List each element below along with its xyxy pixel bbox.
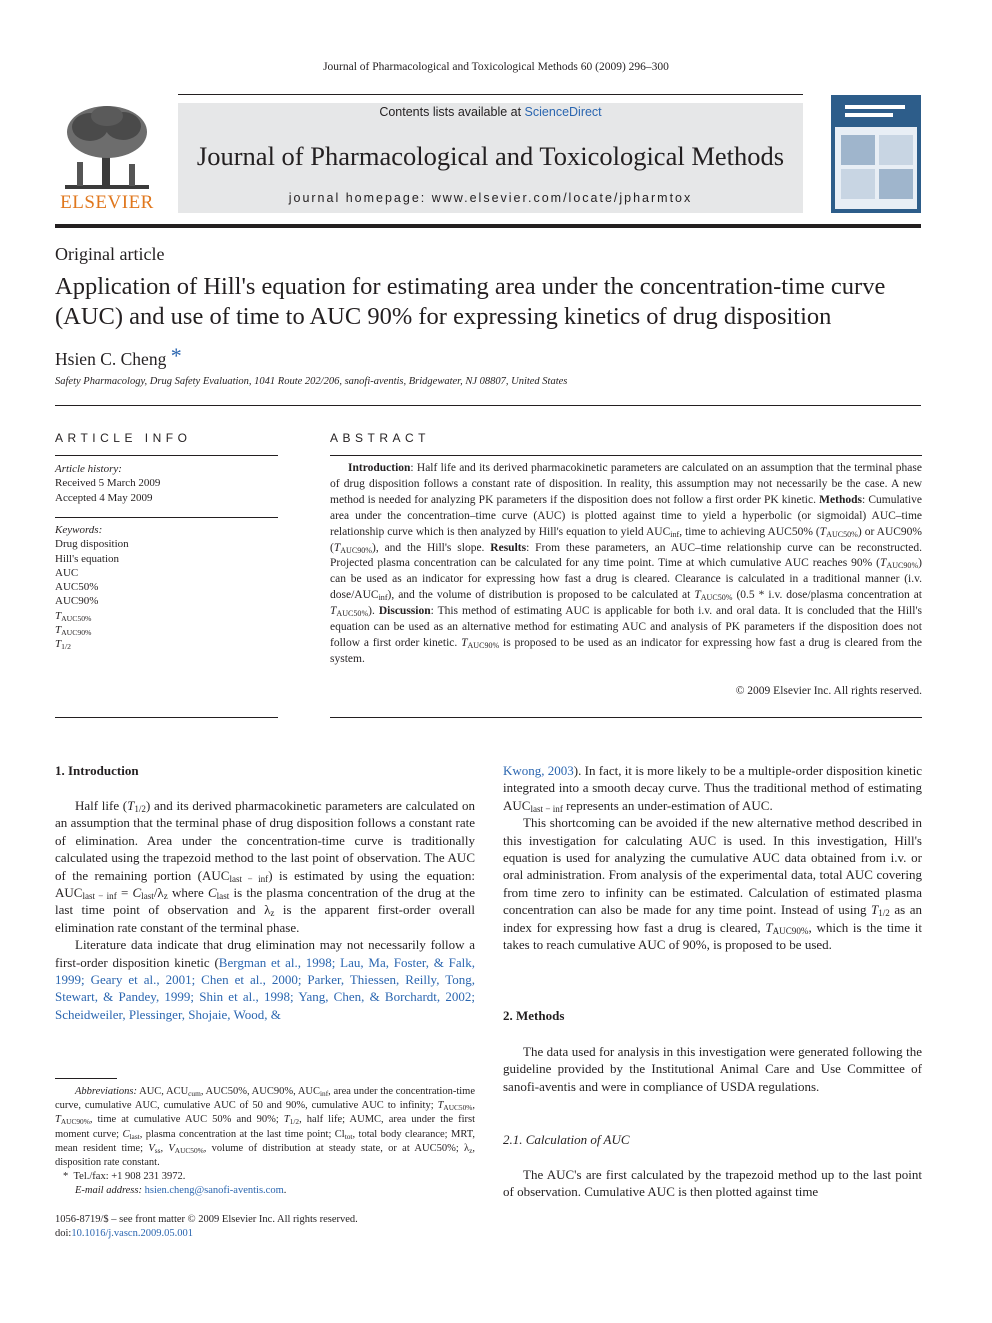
- introduction-text: Half life $(T_{1/2})$ and its derived pharmacokinetic parameters are calculated on an assumption that the terminal phase of drug disposition follows a constant rate of elimination. Area under the concentration-time curve is traditionally calculated using the trapezoid method to the last point of observation. The AUC of the remaining portion $(AUC_{last - inf})$ is estimated by using the equation: $AUC_{last - inf} = C_{last}/\lambda_z$ where $C_{last}$ is the plasma concentration of the drug at the last time point of observation and $\lambda_z$ is the apparent first-order overall elimination rate constant of the terminal phase. Literature data indicate that drug elimination may not necessarily follow a first-order disposition kinetic (Bergman et al., 1998; Lau, Ma, Foster, & Falk, 1999; Geary et al., 2001; Chen et al., 2000; Parker, Thiessen, Reilly, Tong, Stewart, & Pandey, 1999; Shin et al., 1998; Yang, Chen, & Borchardt, 2002; Scheidweiler, Plessinger, Shojaie, Wood, &: [55, 798, 476, 1022]
- footnotes: Abbreviations: AUC, $ACU_{cum}$, AUC50%, AUC90%, $AUC_{inf}$, area under the concentration-time curve, cumulative AUC, cumulative AUC of 50 and 90%, cumulative AUC to infinity; $T_{AUC50\%}$, $T_{AUC90\%}$, time at cumulative AUC 50% and 90%; $T_{1/2}$, half life; AUMC, area under the first moment curve; $C_{last}$, plasma concentration at the last time point; $Cl_{tot}$, total body clearance; MRT, mean resident time; $V_{ss}$, $V_{AUC50\%}$, volume of distribution at steady state, or at AUC50%; $\lambda_z$, disposition rate constant. * Tel./fax: +1 908 231 3972. E-mail address: hsien.cheng@sanofi-aventis.com.: [55, 1085, 475, 1199]
- doi-prefix: doi:: [55, 1228, 72, 1240]
- section-heading-methods: 2. Methods: [503, 1008, 565, 1023]
- abstract-heading: ABSTRACT: [330, 431, 431, 445]
- author-affiliation: Safety Pharmacology, Drug Safety Evaluation, 1041 Route 202/206, sanofi-aventis, Bridgewater, NJ 08807, United States: [55, 376, 568, 387]
- doi-link[interactable]: 10.1016/j.vascn.2009.05.001: [71, 1228, 193, 1240]
- header-thick-rule: [55, 224, 921, 228]
- keyword: $T_{1/2}$: [55, 638, 71, 652]
- subsection-heading-auc: 2.1. Calculation of AUC: [503, 1132, 630, 1147]
- info-rule-3: [55, 717, 278, 718]
- header-top-rule: [178, 94, 803, 95]
- abstract-bottom-rule: [330, 717, 922, 718]
- citation-link[interactable]: Kwong, 2003: [503, 763, 574, 778]
- title-bottom-rule: [55, 405, 921, 406]
- keywords-block: [55, 523, 280, 652]
- abstract-text: Introduction: Half life and its derived pharmacokinetic parameters are calculated on an assumption that the terminal phase of drug disposition follows a constant rate of disposition. In reality, this assumption may not necessarily be the case. A new method is needed for analyzing PK parameters if the disposition does not follow a first order PK kinetic. Methods: Cumulative area under the concentration–time curve (AUC) is plotted against time to yield a hyperbolic (or sigmoidal) AUC–time relationship curve which is then analyzed by Hill's equation to yield $AUC_{inf}$, time to achieving AUC50% $(T_{AUC50\%})$ or AUC90% $(T_{AUC90\%})$, and the Hill's slope. Results: From these parameters, an AUC–time relationship curve can be reconstructed. Projected plasma concentration can be calculated for any time point. Time at which cumulative AUC reaches 90% $(T_{AUC90\%})$ can be used as an indicator for expressing how fast a drug is cleared. Clearance is calculated in a traditional manner (i.v. dose/$AUC_{inf}$), and the volume of distribution is proposed to be calculated at $T_{AUC50\%}$ (0.5 * i.v. dose/plasma concentration at $T_{AUC50\%}$). Discussion: This method of estimating AUC is applicable for both i.v. and oral data. It is concluded that the Hill's equation can be used as an alternative method for estimating AUC and analysis of PK parameters if the disposition does not follow a first order kinetic. $T_{AUC90\%}$ is proposed to be used as an indicator for expressing how fast a drug is cleared from the system.: [330, 462, 923, 665]
- received-date: Received 5 March 2009: [55, 477, 161, 490]
- methods-text: The data used for analysis in this investigation were generated following the guideline provided by the Institutional Animal Care and Use Committee of sanofi-aventis and were in compliance of USDA regulations.: [503, 1044, 922, 1094]
- elsevier-wordmark: ELSEVIER: [60, 192, 154, 213]
- contents-line: [178, 105, 803, 119]
- author-text: Hsien C. Cheng: [55, 349, 167, 369]
- keyword: AUC: [55, 566, 79, 579]
- right-column-text: Kwong, 2003). In fact, it is more likely to be a multiple-order disposition kinetic integrated into a smooth decay curve. Thus the traditional method of estimating $AUC_{last - inf}$ represents an under-estimation of AUC. This shortcoming can be avoided if the new alternative method described in this investigation for calculating AUC is used. In this investigation, Hill's equation is used for analyzing the cumulative AUC data obtained from i.v. or oral administration. From analysis of the experimental data, total AUC covering from time zero to infinity can be estimated. Calculation of estimated plasma concentration can also be made for any time point. Instead of using $T_{1/2}$ as an index for expressing how fast a drug is cleared, $T_{AUC90\%}$, which is the time it takes to reach cumulative AUC of 90%, is proposed to be used.: [503, 763, 922, 953]
- article-type: Original article: [55, 244, 165, 264]
- article-info-heading: ARTICLE INFO: [55, 431, 192, 445]
- journal-name: Journal of Pharmacological and Toxicological Methods: [196, 141, 785, 171]
- section-heading-introduction: 1. Introduction: [55, 763, 139, 778]
- journal-citation: Journal of Pharmacological and Toxicological Methods 60 (2009) 296–300: [323, 61, 669, 73]
- auc-calculation-text: The AUC's are first calculated by the trapezoid method up to the last point of observation. Cumulative AUC is then plotted against time: [503, 1167, 922, 1200]
- abstract-copyright: © 2009 Elsevier Inc. All rights reserved.: [735, 685, 922, 697]
- corresponding-author-mark[interactable]: *: [170, 343, 182, 368]
- contents-prefix: Contents lists available at: [379, 105, 525, 119]
- phone-text: Tel./fax: +1 908 231 3972.: [73, 1171, 186, 1183]
- cover-art-icon: [831, 95, 921, 213]
- tree-logo-icon: [55, 102, 159, 192]
- keyword: AUC90%: [55, 595, 99, 608]
- keyword: Drug disposition: [55, 538, 129, 551]
- issn-line: 1056-8719/$ – see front matter © 2009 Elsevier Inc. All rights reserved.: [55, 1214, 358, 1225]
- bottom-notes: [55, 1213, 358, 1242]
- article-title: Application of Hill's equation for estimating area under the concentration-time curve (AUC) and use of time to AUC 90% for expressing kinetics of drug disposition: [55, 273, 886, 330]
- keyword: $T_{AUC90\%}$: [55, 624, 92, 638]
- keywords-label: Keywords:: [55, 524, 103, 536]
- footnote-phone: * Tel./fax: +1 908 231 3972.: [63, 1171, 186, 1183]
- elsevier-logo: [55, 102, 159, 214]
- journal-homepage[interactable]: journal homepage: www.elsevier.com/locate/jpharmtox: [288, 191, 693, 205]
- keyword: $T_{AUC50\%}$: [55, 609, 92, 623]
- history-label: Article history:: [55, 463, 122, 475]
- accepted-date: Accepted 4 May 2009: [55, 491, 153, 504]
- info-rule-1: [55, 455, 278, 456]
- article-history: [55, 462, 280, 505]
- footnote-rule: [55, 1078, 117, 1079]
- abstract-top-rule: [330, 455, 922, 456]
- author-name: [55, 343, 182, 370]
- info-rule-2: [55, 517, 278, 518]
- email-label: E-mail address:: [75, 1185, 142, 1197]
- keyword: Hill's equation: [55, 552, 120, 565]
- journal-header-box: [178, 103, 803, 213]
- keyword: AUC50%: [55, 581, 99, 594]
- doi-line: [55, 1227, 358, 1241]
- sciencedirect-link[interactable]: ScienceDirect: [524, 105, 602, 119]
- journal-cover-image: [831, 95, 921, 213]
- footnote-email: E-mail address: hsien.cheng@sanofi-aventis.com.: [75, 1185, 287, 1197]
- citation-link[interactable]: Bergman et al., 1998; Lau, Ma, Foster, & Falk, 1999; Geary et al., 2001; Chen et al., 2000; Parker, Thiessen, Reilly, Tong, Stewart, & Pandey, 1999; Shin et al., 1998; Yang, Chen, & Borchardt, 2002; Scheidweiler, Plessinger, Shojaie, Wood, &: [55, 954, 476, 1022]
- email-link[interactable]: hsien.cheng@sanofi-aventis.com: [144, 1185, 284, 1197]
